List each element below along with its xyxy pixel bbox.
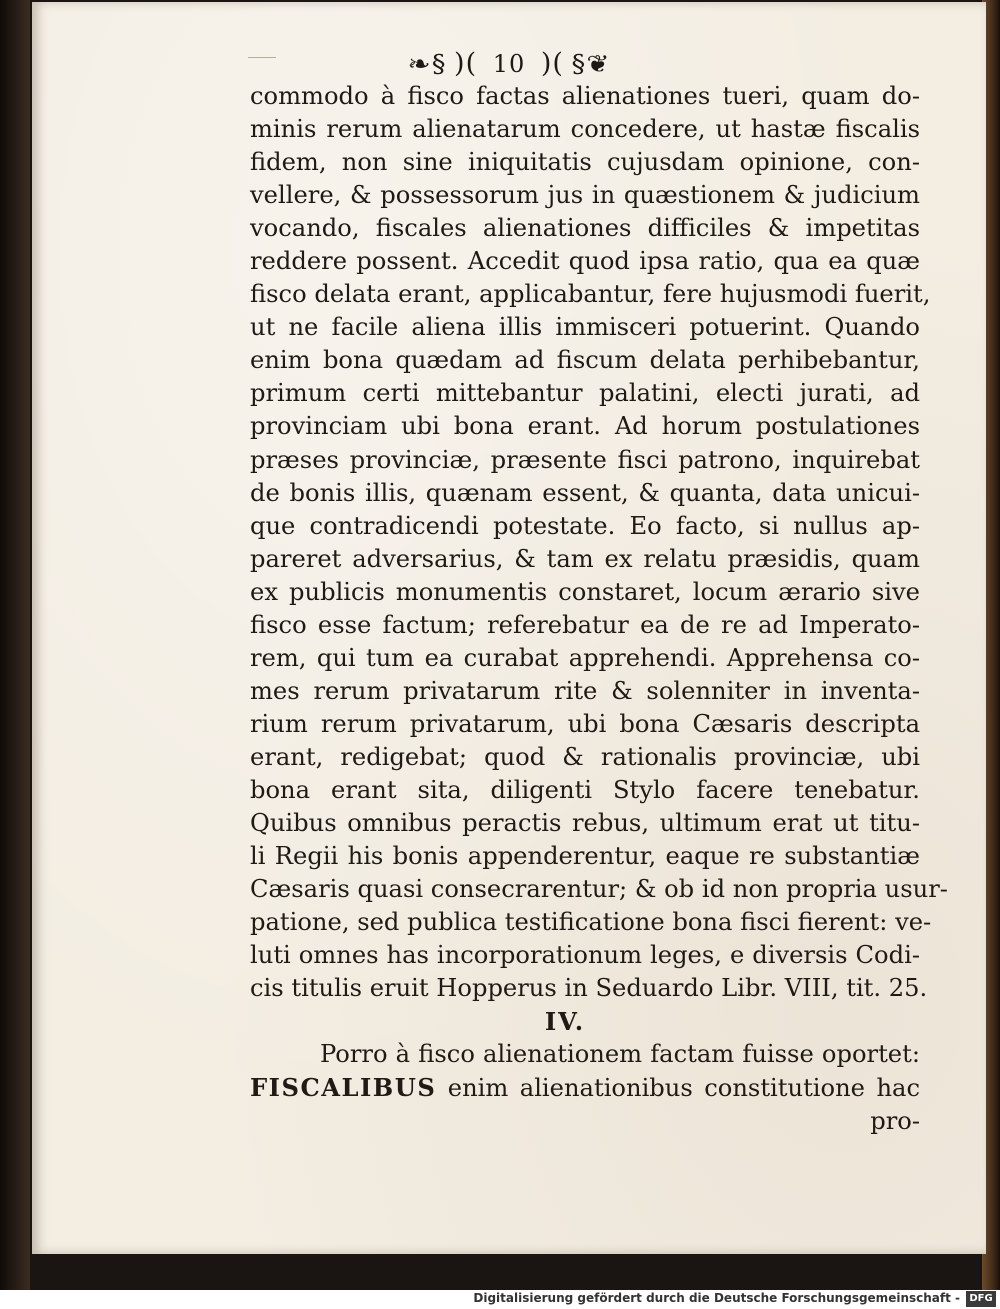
catchword: pro-: [870, 1107, 920, 1136]
text-line: ex publicis monumentis constaret, locum ærario sive: [250, 577, 920, 606]
text-line: provinciam ubi bona erant. Ad horum postulationes: [250, 412, 920, 441]
text-line: cis titulis eruit Hopperus in Seduardo Libr. VIII, tit. 25.: [250, 974, 928, 1003]
text-line: commodo à fisco factas alienationes tueri, quam do-: [250, 82, 920, 110]
footer-credit: Digitalisierung gefördert durch die Deutsche Forschungsgemeinschaft -: [473, 1291, 960, 1305]
text-line: fisco delata erant, applicabantur, fere hujusmodi fuerit,: [250, 280, 931, 309]
section-first-line: Porro à fisco alienationem factam fuisse oportet:: [320, 1040, 920, 1069]
section-second-line: [250, 1071, 920, 1105]
ornament-left-icon: ❧§: [407, 50, 448, 78]
text-line: fisco esse factum; referebatur ea de re ad Imperato-: [250, 610, 920, 639]
ornament-right-icon: §❦: [570, 50, 611, 78]
header-bracket-right: )(: [540, 48, 564, 79]
section-number: IV.: [544, 1007, 586, 1037]
page-number: 10: [492, 50, 526, 78]
text-line: præses provinciæ, præsente fisci patrono, inquirebat: [250, 445, 920, 474]
page-header: [32, 48, 986, 79]
text-line: primum certi mittebantur palatini, electi jurati, ad: [250, 379, 920, 408]
text-line: mes rerum privatarum rite & solenniter in inventa-: [250, 676, 920, 705]
text-line: luti omnes has incorporationum leges, e diversis Codi-: [250, 941, 920, 970]
margin-mark: [248, 57, 276, 58]
body-text: [250, 80, 948, 1139]
text-line: rem, qui tum ea curabat apprehendi. Apprehensa co-: [250, 643, 920, 672]
text-line: pareret adversarius, & tam ex relatu præsidis, quam: [250, 544, 920, 573]
text-line: enim bona quædam ad fiscum delata perhibebantur,: [250, 346, 920, 375]
text-line: Quibus omnibus peractis rebus, ultimum erat ut titu-: [250, 809, 920, 838]
text-line: vocando, fiscales alienationes difficiles & impetitas: [250, 214, 920, 243]
text-line: erant, redigebat; quod & rationalis provinciæ, ubi: [250, 742, 920, 771]
header-bracket-left: )(: [454, 48, 478, 79]
text-line: que contradicendi potestate. Eo facto, si nullus ap-: [250, 511, 920, 540]
section-second-rest: enim alienationibus constitutione hac: [436, 1074, 920, 1103]
text-line: bona erant sita, diligenti Stylo facere tenebatur.: [250, 775, 920, 804]
text-line: patione, sed publica testificatione bona fisci fierent: ve-: [250, 908, 932, 937]
text-line: reddere possent. Accedit quod ipsa ratio, qua ea quæ: [250, 247, 920, 276]
text-line: li Regii his bonis appenderentur, eaque re substantiæ: [250, 842, 920, 871]
section-caps-word: FISCALIBUS: [250, 1073, 437, 1103]
dfg-logo-icon: DFG: [966, 1291, 996, 1307]
text-line: vellere, & possessorum jus in quæstionem & judicium: [250, 181, 920, 210]
text-line: rium rerum privatarum, ubi bona Cæsaris descripta: [250, 709, 920, 738]
text-line: de bonis illis, quænam essent, & quanta, data unicui-: [250, 478, 920, 507]
text-line: Cæsaris quasi consecrarentur; & ob id non propria usur-: [250, 875, 948, 904]
book-spine: [0, 0, 30, 1290]
text-line: ut ne facile aliena illis immisceri potuerint. Quando: [250, 313, 920, 342]
text-line: minis rerum alienatarum concedere, ut hastæ fiscalis: [250, 115, 920, 144]
text-line: fidem, non sine iniquitatis cujusdam opinione, con-: [250, 148, 920, 177]
